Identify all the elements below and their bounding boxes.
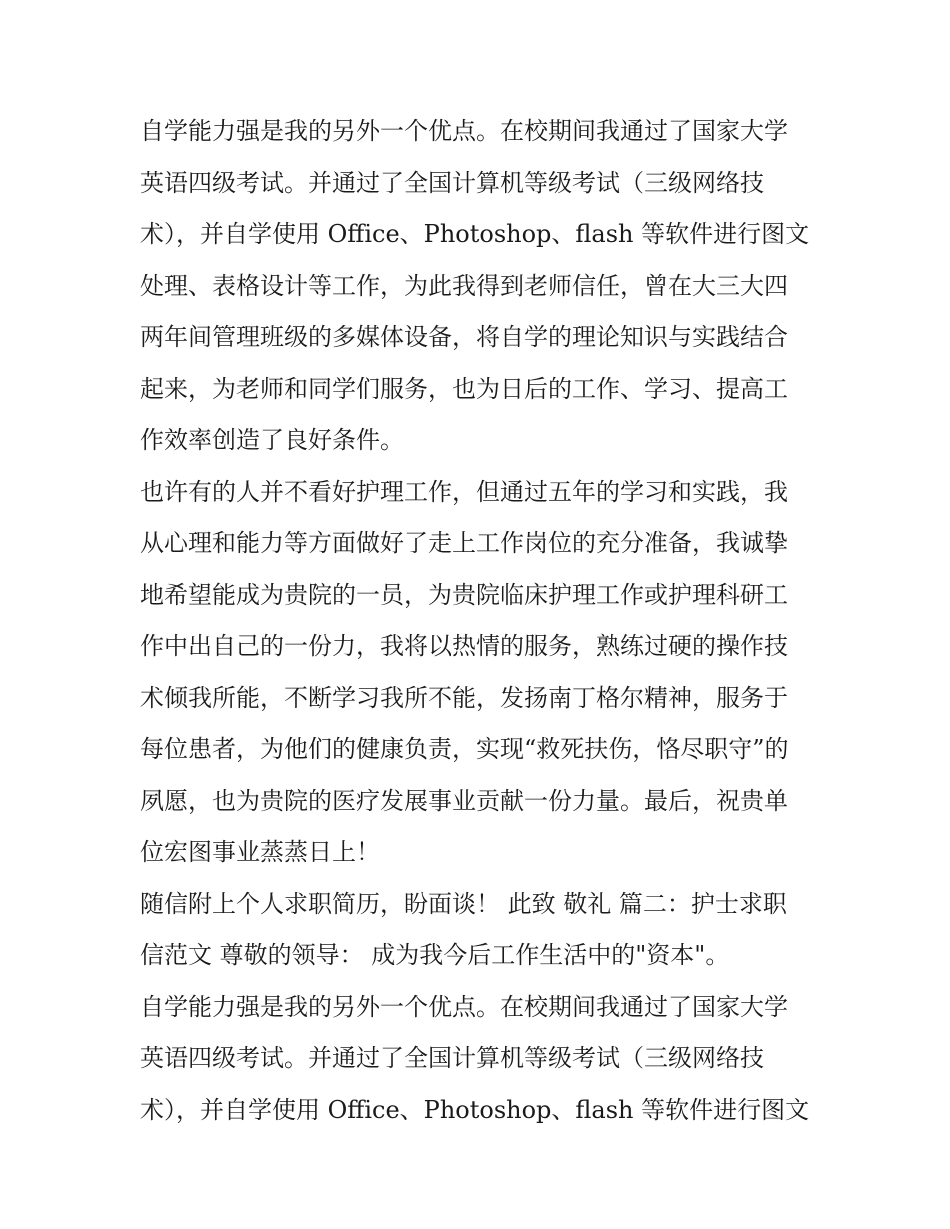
text-line: 夙愿，也为贵院的医疗发展事业贡献一份力量。最后，祝贵单 [140, 786, 788, 815]
text-line: 英语四级考试。并通过了全国计算机等级考试（三级网络技 [140, 168, 764, 197]
text-line: 自学能力强是我的另外一个优点。在校期间我通过了国家大学 [140, 992, 788, 1021]
body-text [140, 106, 820, 1136]
text-line: 也许有的人并不看好护理工作，但通过五年的学习和实践，我 [140, 477, 788, 506]
text-line: 作中出自己的一份力，我将以热情的服务，熟练过硬的操作技 [140, 632, 788, 660]
text-line: 处理、表格设计等工作，为此我得到老师信任，曾在大三大四 [140, 271, 788, 300]
text-line: 地希望能成为贵院的一员，为贵院临床护理工作或护理科研工 [140, 580, 788, 609]
text-line: 位宏图事业蒸蒸日上！ [140, 838, 380, 866]
text-line: 从心理和能力等方面做好了走上工作岗位的充分准备，我诚挚 [140, 529, 788, 557]
text-line: 随信附上个人求职简历，盼面谈！ 此致 敬礼 篇二：护士求职 [140, 889, 787, 918]
text-line: 术），并自学使用 Office、Photoshop、flash 等软件进行图文 [140, 1095, 810, 1124]
text-line: 信范文 尊敬的领导： 成为我今后工作生活中的"资本"。 [140, 941, 730, 969]
text-line: 作效率创造了良好条件。 [140, 426, 404, 454]
text-line: 自学能力强是我的另外一个优点。在校期间我通过了国家大学 [140, 117, 788, 145]
text-line: 两年间管理班级的多媒体设备，将自学的理论知识与实践结合 [140, 323, 788, 351]
text-line: 每位患者，为他们的健康负责，实现“救死扶伤，恪尽职守”的 [140, 735, 789, 763]
text-line: 术），并自学使用 Office、Photoshop、flash 等软件进行图文 [140, 220, 810, 248]
text-line: 术倾我所能，不断学习我所不能，发扬南丁格尔精神，服务于 [140, 683, 788, 712]
text-line: 起来，为老师和同学们服务，也为日后的工作、学习、提高工 [140, 374, 788, 403]
text-line: 英语四级考试。并通过了全国计算机等级考试（三级网络技 [140, 1044, 764, 1072]
